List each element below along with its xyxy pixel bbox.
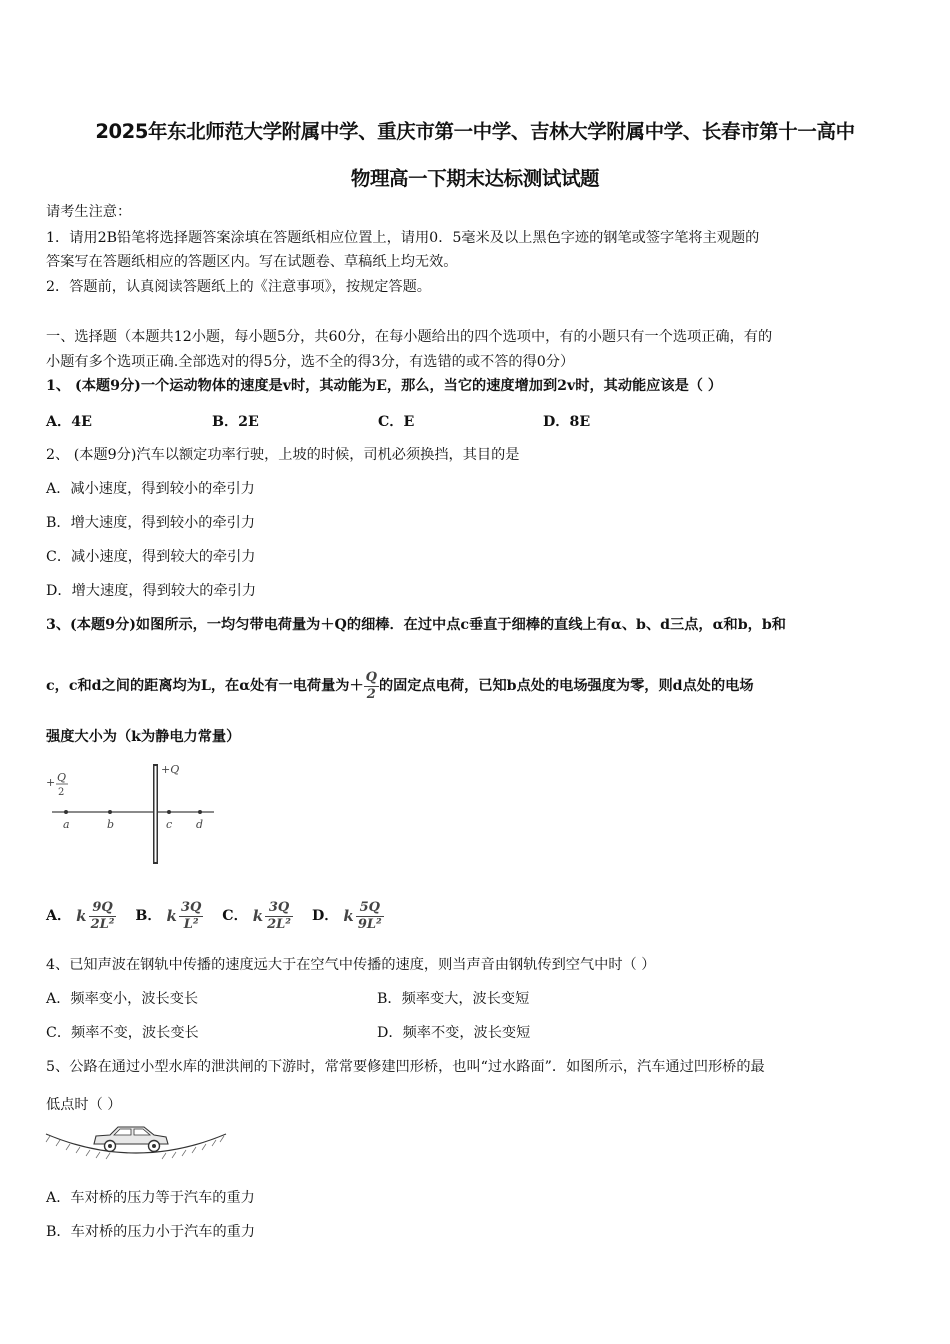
q1-option-b: B．2E [212,414,259,430]
q3-stem-b [46,666,754,706]
point-a [64,810,68,814]
q3-option-b-frac [179,900,203,933]
notice-item-2: 2．答题前，认真阅读答题纸上的《注意事项》，按规定答题。 [46,279,431,295]
q3-option-a-den: 2L² [90,916,115,932]
point-c [167,810,171,814]
q3-option-d-den: 9L² [357,916,382,932]
q3-option-d-num: 5Q [356,900,384,917]
q3-option-c [222,899,293,932]
q1-option-a: A．4E [46,414,92,430]
q3-stem-b2: 的固定点电荷，已知b点处的电场强度为零，则d点处的电场 [378,678,754,694]
q3-option-c-letter: C． [222,908,248,924]
q2-option-b: B．增大速度，得到较小的牵引力 [46,515,256,531]
q2-option-c: C．减小速度，得到较大的牵引力 [46,549,256,565]
q2-option-a: A．减小速度，得到较小的牵引力 [46,481,255,497]
section-heading-b: 小题有多个选项正确.全部选对的得5分，选不全的得3分，有选错的或不答的得0分） [46,354,575,370]
point-d [198,810,202,814]
q3-fraction [364,670,379,703]
q3-option-b [135,899,203,932]
q3-option-d [311,899,384,932]
q3-option-b-den: L² [183,916,199,932]
q1-option-c: C．E [378,414,415,430]
q1-stem: 1、 (本题9分)一个运动物体的速度是v时，其动能为E，那么，当它的速度增加到2v时，其动能应该是（ ） [46,378,723,394]
q3-option-c-num: 3Q [265,900,293,917]
q3-option-b-num: 3Q [180,899,202,915]
q4-option-b: B．频率变大，波长变短 [377,991,530,1007]
q3-option-b-k: k [166,907,177,925]
q3-option-d-k: k [343,907,354,925]
q3-option-d-frac [356,900,384,933]
q3-option-a-frac [89,900,117,933]
q5-stem-a: 5、公路在通过小型水库的泄洪闸的下游时，常常要修建凹形桥，也叫“过水路面”．如图所示，汽车通过凹形桥的最 [46,1059,765,1075]
q3-fraction-num: Q [365,669,377,685]
section-heading-a: 一、选择题（本题共12小题，每小题5分，共60分，在每小题给出的四个选项中，有的小题只有一个选项正确，有的 [46,329,773,345]
q3-option-a-k: k [76,907,87,925]
q5-option-a: A．车对桥的压力等于汽车的重力 [46,1190,255,1206]
q2-stem [46,445,519,465]
charge-den: 2 [58,787,65,798]
label-c: c [166,818,173,831]
notice-item-1b: 答案写在答题纸相应的答题区内。写在试题卷、草稿纸上均无效。 [46,254,458,270]
q3-figure [44,760,219,870]
car-icon [94,1127,168,1152]
q3-option-a [46,899,116,932]
q3-option-a-letter: A． [46,908,72,924]
label-a: a [63,818,70,831]
charge-plus: + [46,776,56,789]
q3-option-b-letter: B． [135,908,162,924]
q4-option-d: D．频率不变，波长变短 [377,1025,531,1041]
q3-fraction-den: 2 [366,686,376,702]
notice-item-1a: 1．请用2B铅笔将选择题答案涂填在答题纸相应位置上，请用0．5毫米及以上黑色字迹的钢笔或签字笔将主观题的 [46,230,760,246]
q2-option-d: D．增大速度，得到较大的牵引力 [46,583,257,599]
q4-option-a: A．频率变小，波长变长 [46,991,199,1007]
q3-stem-c: 强度大小为（k为静电力常量） [46,729,241,745]
q5-stem-b: 低点时（ ） [46,1097,122,1113]
q5-option-b: B．车对桥的压力小于汽车的重力 [46,1224,256,1240]
q5-figure [44,1120,229,1165]
q4-stem: 4、已知声波在钢轨中传播的速度远大于在空气中传播的速度，则当声音由钢轨传到空气中时（ ） [46,957,656,973]
q2-stem-text: 2、 (本题9分)汽车以额定功率行驶，上坡的时候，司机必须换挡，其目的是 [46,447,520,463]
rod-charge-label: +Q [161,763,180,776]
q3-option-c-k: k [252,907,264,925]
q3-stem-a: 3、(本题9分)如图所示，一均匀带电荷量为＋Q的细棒．在过中点c垂直于细棒的直线上有α、b、d三点，α和b，b和 [46,617,786,633]
label-d: d [196,818,204,831]
page-title-line-1: 2025年东北师范大学附属中学、重庆市第一中学、吉林大学附属中学、长春市第十一高中 [95,120,855,143]
charge-num: Q [57,771,67,784]
q3-option-a-num: 9Q [89,900,117,917]
label-b: b [107,818,115,831]
q4-option-c: C．频率不变，波长变长 [46,1025,199,1041]
q3-options [46,893,384,939]
q3-option-d-letter: D． [311,908,339,924]
q1-option-d: D．8E [543,414,591,430]
q3-stem-b1: c，c和d之间的距离均为L，在α处有一电荷量为＋ [46,678,364,694]
q3-option-c-den: 2L² [267,916,292,932]
charged-rod-inner [155,766,157,862]
q3-option-c-frac [265,900,293,933]
point-b [108,810,112,814]
notice-heading: 请考生注意： [46,204,132,220]
page-title-line-2: 物理高一下期末达标测试试题 [350,167,600,190]
